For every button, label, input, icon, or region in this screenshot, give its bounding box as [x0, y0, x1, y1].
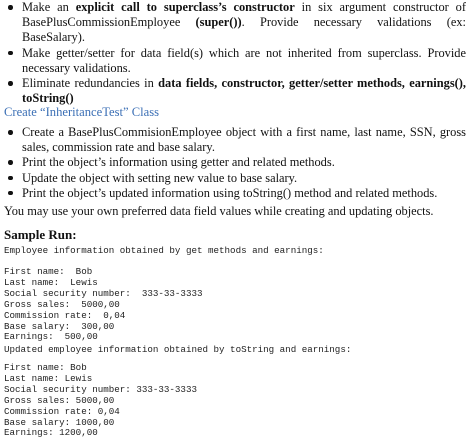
item-text: Print the object’s information using getter and related methods. — [22, 155, 335, 170]
sample-run-title: Sample Run: — [4, 227, 77, 242]
item-text-pre: Eliminate redundancies in — [22, 76, 159, 91]
item-text-pre: Make an — [22, 0, 76, 14]
output-line: Commission rate: 0,04 — [4, 405, 120, 417]
bullet-icon — [8, 81, 13, 86]
sample-run-intro: Updated employee information obtained by toString and earnings: — [4, 344, 352, 355]
list-item — [4, 76, 466, 106]
list-item — [4, 0, 466, 46]
bullet-icon — [8, 176, 13, 181]
output-line: Base salary: 300,00 — [4, 320, 115, 332]
output-line: First name: Bob — [4, 266, 93, 277]
requirements-list — [4, 0, 466, 106]
bullet-icon — [8, 5, 13, 10]
output-line: Earnings: 500,00 — [4, 331, 98, 343]
bullet-icon — [8, 160, 13, 165]
sample-run-intro: Employee information obtained by get methods and earnings: — [4, 245, 324, 256]
class-heading: Create “InheritanceTest” Class — [4, 105, 160, 119]
item-text-mid: in six argument constructor of BasePlusCommissionEmployee — [22, 0, 466, 30]
list-item — [4, 125, 466, 155]
item-text: Update the object with setting new value to base salary. — [22, 170, 298, 185]
output-line: Gross sales: 5000,00 — [4, 394, 115, 406]
output-line: Social security number: 333-33-3333 — [4, 287, 203, 299]
item-text-post: . Provide necessary validations (ex: BaseSalary). — [22, 15, 466, 45]
list-item — [4, 155, 466, 170]
item-text-pre: Make getter/setter for data field(s) which are not inherited from superclass. Provide necessary validations. — [22, 45, 466, 75]
output-line: Last name: Lewis — [4, 276, 98, 288]
bullet-icon — [8, 130, 13, 135]
output-line: Commission rate: 0,04 — [4, 309, 126, 321]
list-item — [4, 46, 466, 76]
bullet-icon — [8, 51, 13, 56]
item-text-bold: (super()) — [195, 15, 242, 30]
note-text: You may use your own preferred data field values while creating and updating objects. — [4, 204, 434, 218]
item-text-bold: data fields, constructor, getter/setter methods, earnings(), toString() — [22, 76, 466, 106]
item-text-bold: explicit call to superclass’s constructor — [75, 0, 295, 14]
list-item — [4, 171, 466, 186]
output-line: Social security number: 333-33-3333 — [4, 383, 197, 395]
output-line: Last name: Lewis — [4, 372, 93, 384]
bullet-icon — [8, 191, 13, 196]
sample-run-output-1 — [4, 267, 202, 343]
item-text: Print the object’s updated information using toString() method and related methods. — [22, 185, 438, 200]
sample-run-output-2 — [4, 363, 197, 439]
list-item — [4, 186, 466, 201]
output-line: Earnings: 1200,00 — [4, 427, 98, 439]
output-line: Gross sales: 5000,00 — [4, 298, 120, 310]
item-text: Create a BasePlusCommisionEmployee object with a first name, last name, SSN, gross sales, commission rate and base salary. — [22, 125, 466, 155]
output-line: Base salary: 1000,00 — [4, 416, 115, 428]
output-line: First name: Bob — [4, 362, 87, 373]
task-list — [4, 125, 466, 201]
